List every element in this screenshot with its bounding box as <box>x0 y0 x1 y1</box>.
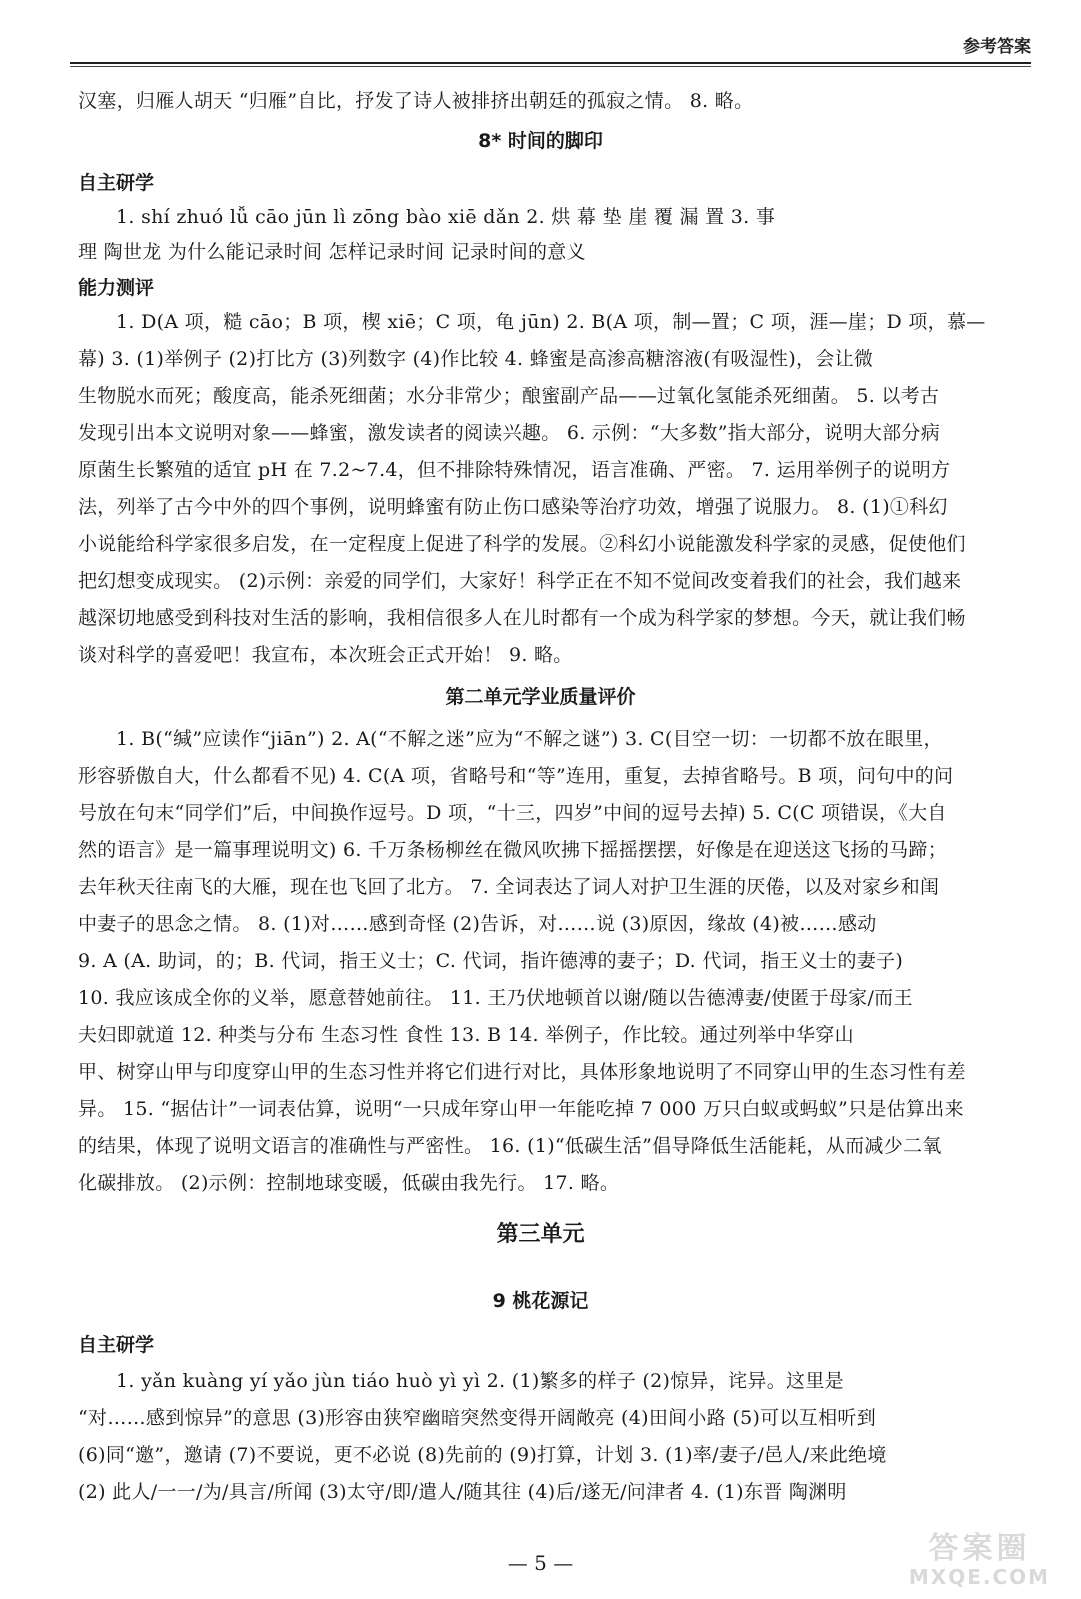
body-line: (6)同“邀”，邀请 (7)不要说，更不必说 (8)先前的 (9)打算，计划 3. (1)率/妻子/邑人/来此绝境 <box>78 1444 887 1466</box>
body-line: 发现引出本文说明对象——蜂蜜，激发读者的阅读兴趣。 6. 示例：“大多数”指大部分，说明大部分病 <box>78 422 941 444</box>
body-line: 的结果，体现了说明文语言的准确性与严密性。 16. (1)“低碳生活”倡导降低生活能耗，从而减少二氧 <box>78 1135 942 1157</box>
body-line: 形容骄傲自大，什么都看不见) 4. C(A 项，省略号和“等”连用，重复，去掉省略号。B 项，问句中的问 <box>78 765 954 787</box>
body-line: 甲、树穿山甲与印度穿山甲的生态习性并将它们进行对比，具体形象地说明了不同穿山甲的生态习性有差 <box>78 1061 966 1083</box>
body-line: 生物脱水而死；酸度高，能杀死细菌；水分非常少；酿蜜副产品——过氧化氢能杀死细菌。 5. 以考古 <box>78 385 940 407</box>
body-line: 9. A (A. 助词，的；B. 代词，指王义士；C. 代词，指许德溥的妻子；D. 代词，指王义士的妻子) <box>78 950 904 972</box>
page-number: — 5 — <box>507 1551 574 1575</box>
body-line: 把幻想变成现实。 (2)示例：亲爱的同学们，大家好！科学正在不知不觉间改变着我们的社会，我们越来 <box>78 570 962 592</box>
header-rule <box>70 62 1031 64</box>
body-line: 号放在句末“同学们”后，中间换作逗号。D 项，“十三，四岁”中间的逗号去掉) 5. C(C 项错误，《大自 <box>78 802 947 824</box>
body-line: 化碳排放。 (2)示例：控制地球变暖，低碳由我先行。 17. 略。 <box>78 1172 620 1194</box>
header-tag: 参考答案 <box>963 37 1031 57</box>
body-line: 法，列举了古今中外的四个事例，说明蜂蜜有防止伤口感染等治疗功效，增强了说服力。 8. (1)①科幻 <box>78 496 948 518</box>
watermark-logo <box>892 1532 1067 1592</box>
body-line: 夫妇即就道 12. 种类与分布 生态习性 食性 13. B 14. 举例子，作比较。通过列举中华穿山 <box>78 1024 854 1046</box>
body-line: 谈对科学的喜爱吧！我宣布，本次班会正式开始！ 9. 略。 <box>78 644 573 666</box>
body-line: 汉塞，归雁人胡天 “归雁”自比，抒发了诗人被排挤出朝廷的孤寂之情。 8. 略。 <box>78 90 754 112</box>
body-line: 幕) 3. (1)举例子 (2)打比方 (3)列数字 (4)作比较 4. 蜂蜜是高渗高糖溶液(有吸湿性)，会让微 <box>78 348 874 370</box>
lesson-title: 8* 时间的脚印 <box>478 130 603 152</box>
unit-title: 第三单元 <box>496 1222 585 1247</box>
section-heading: 能力测评 <box>78 277 155 299</box>
body-line: 然的语言》是一篇事理说明文) 6. 千万条杨柳丝在微风吹拂下摇摇摆摆，好像是在迎送这飞扬的马蹄； <box>78 839 948 861</box>
section-heading: 自主研学 <box>78 172 155 194</box>
body-line: 1. shí zhuó lǚ cāo jūn lì zōng bào xiē dǎn 2. 烘 幕 垫 崖 覆 漏 置 3. 事 <box>116 206 776 228</box>
header-rule-thin <box>70 66 1031 67</box>
body-line: 原菌生长繁殖的适宜 pH 在 7.2~7.4，但不排除特殊情况，语言准确、严密。 7. 运用举例子的说明方 <box>78 459 951 481</box>
lesson-title: 9 桃花源记 <box>492 1290 589 1312</box>
body-line: 小说能给科学家很多启发，在一定程度上促进了科学的发展。②科幻小说能激发科学家的灵感，促使他们 <box>78 533 966 555</box>
body-line: 1. B(“缄”应读作“jiān”) 2. A(“不解之迷”应为“不解之谜”) 3. C(目空一切：一切都不放在眼里， <box>116 728 943 750</box>
body-line: 去年秋天往南飞的大雁，现在也飞回了北方。 7. 全词表达了词人对护卫生涯的厌倦，以及对家乡和闺 <box>78 876 940 898</box>
body-line: 越深切地感受到科技对生活的影响，我相信很多人在儿时都有一个成为科学家的梦想。今天，就让我们畅 <box>78 607 966 629</box>
body-line: 10. 我应该成全你的义举，愿意替她前往。 11. 王乃伏地顿首以谢/随以告德溥妻/使匿于母家/而王 <box>78 987 913 1009</box>
body-line: 理 陶世龙 为什么能记录时间 怎样记录时间 记录时间的意义 <box>78 241 586 263</box>
body-line: 异。 15. “据估计”一词表估算，说明“一只成年穿山甲一年能吃掉 7 000 万只白蚁或蚂蚁”只是估算出来 <box>78 1098 964 1120</box>
watermark-url: MXQE.COM <box>908 1565 1051 1589</box>
watermark-text: 答案圈 <box>928 1531 1031 1566</box>
body-line: 1. D(A 项，糙 cāo；B 项，楔 xiē；C 项，龟 jūn) 2. B(A 项，制—置；C 项，涯—崖；D 项，慕— <box>116 311 986 333</box>
section-heading: 自主研学 <box>78 1334 155 1356</box>
body-line: (2) 此人/一一/为/具言/所闻 (3)太守/即/遣人/随其往 (4)后/遂无/问津者 4. (1)东晋 陶渊明 <box>78 1481 847 1503</box>
unit-evaluation-title: 第二单元学业质量评价 <box>445 686 636 708</box>
body-line: 1. yǎn kuàng yí yǎo jùn tiáo huò yì yì 2. (1)繁多的样子 (2)惊异，诧异。这里是 <box>116 1370 844 1392</box>
body-line: 中妻子的思念之情。 8. (1)对……感到奇怪 (2)告诉，对……说 (3)原因，缘故 (4)被……感动 <box>78 913 877 935</box>
body-line: “对……感到惊异”的意思 (3)形容由狭窄幽暗突然变得开阔敞亮 (4)田间小路 (5)可以互相听到 <box>78 1407 876 1429</box>
